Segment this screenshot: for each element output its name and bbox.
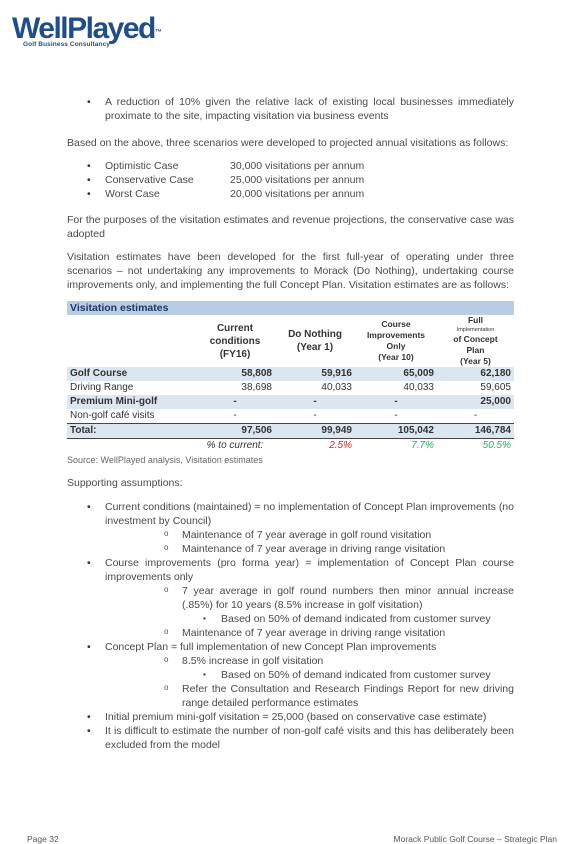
footer-document-title: Morack Public Golf Course – Strategic Plan (393, 834, 557, 844)
scenario-name: Optimistic Case (105, 160, 179, 172)
cell-do-nothing: - (275, 395, 355, 409)
header-full-implementation (437, 315, 514, 367)
scenario-name: Conservative Case (105, 174, 194, 186)
cell-current: - (233, 410, 237, 421)
assumptions-list (67, 500, 514, 752)
total-label: Total: (67, 424, 195, 439)
assumption-subitem (105, 654, 514, 682)
total-course-improvements: 105,042 (355, 424, 437, 439)
assumption-text: Current conditions (maintained) = no implementation of Concept Plan improvements (no investment by Council) (105, 501, 514, 527)
assumption-subitem: o Refer the Consultation and Research Findings Report for new driving range detailed performance estimates (105, 682, 514, 710)
cell-course-improvements: 40,033 (403, 382, 434, 393)
header-line: (Year 1) (296, 342, 334, 353)
scenario-value: 25,000 visitations per annum (230, 174, 365, 186)
total-current: 97,506 (195, 424, 275, 439)
cell-full-implementation: 25,000 (437, 395, 514, 409)
header-course-improvements (355, 315, 437, 367)
assumption-item (67, 500, 514, 556)
visitation-table (67, 301, 514, 453)
cell-course-improvements: - (394, 410, 398, 421)
cell-current: 58,808 (195, 367, 275, 381)
pct-course-improvements: 7.7% (411, 440, 434, 451)
logo-subtitle: Golf Business Consultancy (23, 41, 111, 48)
intro-list (67, 95, 514, 123)
paragraph-scenarios-intro: Based on the above, three scenarios were developed to projected annual visitations as follows: (67, 137, 509, 149)
header-do-nothing (275, 315, 355, 367)
footer-page-number: Page 32 (27, 834, 59, 844)
header-line: Course (381, 319, 411, 329)
assumption-sublist (105, 528, 514, 556)
scenario-value: 20,000 visitations per annum (230, 188, 365, 200)
table-row (67, 409, 514, 424)
scenario-item (67, 159, 514, 173)
assumption-subitem-text: 7 year average in golf round numbers then minor annual increase (.85%) for 10 years (8.5% increase in golf visitation) (182, 585, 514, 611)
assumption-text: Course improvements (pro forma year) = implementation of Concept Plan course improvements only (105, 557, 514, 583)
header-line: of Concept (453, 334, 498, 344)
assumption-subitem: o Maintenance of 7 year average in driving range visitation (105, 542, 514, 556)
scenario-name: Worst Case (105, 188, 160, 200)
assumption-item: • Initial premium mini-golf visitation = 25,000 (based on conservative case estimate) (67, 710, 514, 724)
table-source: Source: WellPlayed analysis, Visitation estimates (67, 455, 263, 465)
header-line: Full (467, 315, 484, 325)
header-line: Implementation (456, 327, 495, 333)
cell-course-improvements: - (355, 395, 437, 409)
intro-bullet: • A reduction of 10% given the relative lack of existing local businesses immediately proximate to the site, impacting visitation via business events (67, 95, 514, 123)
logo-part-well: Well (12, 12, 68, 45)
table-header-row (67, 315, 514, 367)
logo-wordmark (12, 14, 162, 44)
header-line: (Year 5) (460, 356, 491, 366)
wellplayed-logo (12, 14, 162, 48)
total-full-implementation: 146,784 (437, 424, 514, 439)
scenario-item (67, 173, 514, 187)
cell-current: 38,698 (241, 382, 272, 393)
header-line: (FY16) (219, 348, 251, 360)
row-label: Premium Mini-golf (67, 395, 195, 409)
assumption-sublist (105, 584, 514, 640)
assumption-text: Concept Plan = full implementation of new Concept Plan improvements (105, 641, 437, 653)
table-row (67, 381, 514, 395)
cell-full-implementation: 59,605 (480, 382, 511, 393)
assumption-subitem: o Maintenance of 7 year average in driving range visitation (105, 626, 514, 640)
assumption-subitem-text: 8.5% increase in golf visitation (182, 655, 324, 667)
assumption-subsublist (105, 612, 514, 626)
assumption-item (67, 556, 514, 640)
pct-empty (67, 439, 195, 454)
paragraph-conservative-case: For the purposes of the visitation estimates and revenue projections, the conservative case was adopted (67, 214, 514, 240)
assumption-item: • It is difficult to estimate the number of non-golf café visits and this has deliberately been excluded from the model (67, 724, 514, 752)
assumption-subitem (105, 584, 514, 626)
row-label: Non-golf café visits (70, 410, 155, 421)
row-label: Golf Course (67, 367, 195, 381)
header-line: Plan (466, 345, 485, 355)
page-footer (27, 834, 557, 844)
cell-current: - (195, 395, 275, 409)
table-row (67, 395, 514, 409)
header-line: conditions (209, 335, 261, 347)
page-content (67, 95, 514, 752)
cell-do-nothing: - (313, 410, 317, 421)
logo-trademark: ™ (154, 29, 162, 36)
pct-label: % to current: (206, 440, 264, 451)
pct-full-implementation: 50.5% (482, 440, 511, 451)
table-row (67, 367, 514, 381)
header-line: Only (386, 341, 406, 351)
header-line: (Year 10) (378, 352, 414, 362)
cell-course-improvements: 65,009 (355, 367, 437, 381)
scenario-list (67, 159, 514, 201)
header-line: Do Nothing (288, 329, 342, 340)
assumption-sublist (105, 654, 514, 710)
paragraph-visitation-estimates: Visitation estimates have been developed for the first full-year of operating under three scenarios – not undertaking any improvements to Morack (Do Nothing), undertaking course improvements only, and implementing the full Concept Plan. Visitation estimates are as follows: (67, 251, 514, 291)
supporting-heading: Supporting assumptions: (67, 477, 183, 489)
pct-do-nothing: 2.5% (329, 440, 352, 451)
assumption-subsublist (105, 668, 514, 682)
header-line: Improvements (366, 330, 426, 340)
assumption-item (67, 640, 514, 710)
logo-part-played: Played (67, 12, 155, 45)
assumption-subitem: o Maintenance of 7 year average in golf round visitation (105, 528, 514, 542)
scenario-item (67, 187, 514, 201)
total-do-nothing: 99,949 (275, 424, 355, 439)
row-label: Driving Range (70, 382, 134, 393)
header-empty (67, 315, 195, 367)
table-percent-row (67, 439, 514, 454)
cell-full-implementation: - (473, 410, 478, 421)
header-current (195, 315, 275, 367)
cell-do-nothing: 59,916 (275, 367, 355, 381)
header-line: Current (216, 322, 254, 334)
cell-full-implementation: 62,180 (437, 367, 514, 381)
assumption-subsubitem: ▪ Based on 50% of demand indicated from customer survey (105, 612, 514, 626)
cell-do-nothing: 40,033 (321, 382, 352, 393)
table-total-row (67, 424, 514, 439)
scenario-value: 30,000 visitations per annum (230, 160, 365, 172)
assumption-subsubitem: ▪ Based on 50% of demand indicated from customer survey (105, 668, 514, 682)
table-title: Visitation estimates (67, 301, 514, 315)
